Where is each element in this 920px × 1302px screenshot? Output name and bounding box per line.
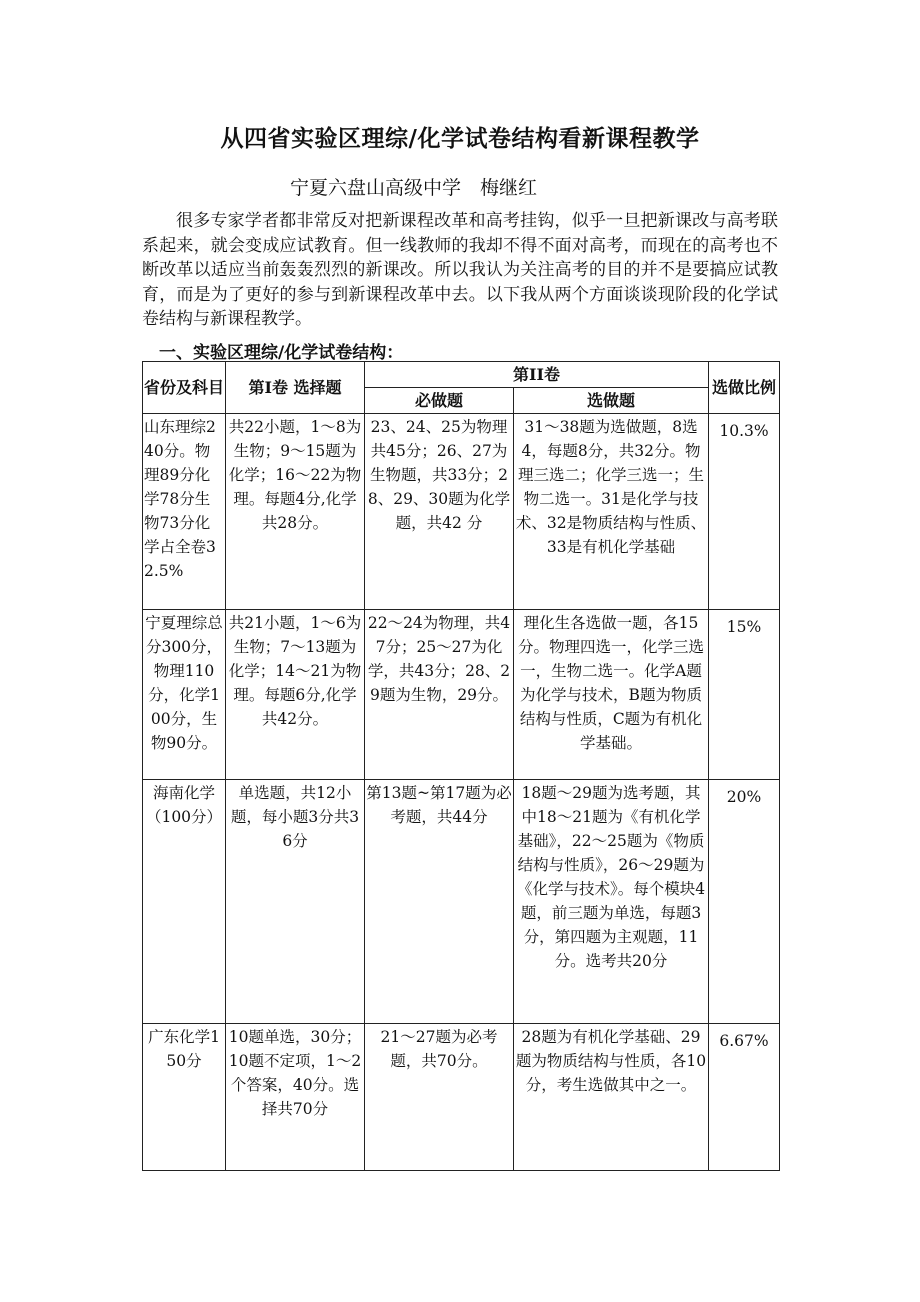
cell-province: 宁夏理综总分300分，物理110分，化学100分，生物90分。: [143, 610, 226, 780]
header-optional: 选做题: [514, 388, 709, 414]
cell-required: 22～24为物理，共47分；25～27为化学，共43分；28、29题为生物，29分。: [365, 610, 514, 780]
cell-required: 21～27题为必考题，共70分。: [365, 1024, 514, 1171]
cell-volume1: 10题单选，30分；10题不定项，1～2个答案，40分。选择共70分: [226, 1024, 365, 1171]
cell-volume1: 单选题，共12小题，每小题3分共36分: [226, 780, 365, 1024]
cell-volume1: 共22小题，1～8为生物；9～15题为化学；16～22为物理。每题4分,化学共28分。: [226, 414, 365, 610]
cell-ratio: 20%: [709, 780, 780, 1024]
cell-required: 第13题~第17题为必考题，共44分: [365, 780, 514, 1024]
table-row: [143, 610, 780, 780]
table-header-row: [143, 362, 780, 388]
header-ratio: 选做比例: [709, 362, 780, 414]
table-row: [143, 414, 780, 610]
header-province: 省份及科目: [143, 362, 226, 414]
cell-optional: 理化生各选做一题，各15分。物理四选一，化学三选一，生物二选一。化学A题为化学与技术，B题为物质结构与性质，C题为有机化学基础。: [514, 610, 709, 780]
author-line: 宁夏六盘山高级中学 梅继红: [290, 177, 538, 199]
cell-province: 山东理综240分。物理89分化学78分生物73分化学占全卷32.5%: [143, 414, 226, 610]
cell-required: 23、24、25为物理共45分；26、27为生物题，共33分；28、29、30题为化学题，共42 分: [365, 414, 514, 610]
cell-province: 海南化学（100分）: [143, 780, 226, 1024]
header-volume2: 第II卷: [365, 362, 709, 388]
exam-structure-table: [142, 361, 780, 1171]
cell-optional: 18题～29题为选考题，其中18～21题为《有机化学基础》，22～25题为《物质结构与性质》，26～29题为《化学与技术》。每个模块4题，前三题为单选，每题3分，第四题为主观题，11分。选考共20分: [514, 780, 709, 1024]
cell-ratio: 10.3%: [709, 414, 780, 610]
cell-volume1: 共21小题，1～6为生物；7～13题为化学；14～21为物理。每题6分,化学共42分。: [226, 610, 365, 780]
intro-paragraph: 很多专家学者都非常反对把新课程改革和高考挂钩，似乎一旦把新课改与高考联系起来，就会变成应试教育。但一线教师的我却不得不面对高考，而现在的高考也不断改革以适应当前轰轰烈烈的新课改。所以我认为关注高考的目的并不是要搞应试教育，而是为了更好的参与到新课程改革中去。以下我从两个方面谈谈现阶段的化学试卷结构与新课程教学。: [142, 211, 778, 329]
cell-ratio: 15%: [709, 610, 780, 780]
cell-optional: 31～38题为选做题，8选4，每题8分，共32分。物理三选二；化学三选一；生物二选一。31是化学与技术、32是物质结构与性质、33是有机化学基础: [514, 414, 709, 610]
cell-optional: 28题为有机化学基础、29题为物质结构与性质，各10分，考生选做其中之一。: [514, 1024, 709, 1171]
header-required: 必做题: [365, 388, 514, 414]
cell-ratio: 6.67%: [709, 1024, 780, 1171]
section-heading: 一、实验区理综/化学试卷结构：: [159, 343, 404, 363]
table-row: [143, 780, 780, 1024]
header-volume1: 第Ⅰ卷 选择题: [226, 362, 365, 414]
document-title: 从四省实验区理综/化学试卷结构看新课程教学: [220, 125, 700, 152]
cell-province: 广东化学150分: [143, 1024, 226, 1171]
table-row: [143, 1024, 780, 1171]
